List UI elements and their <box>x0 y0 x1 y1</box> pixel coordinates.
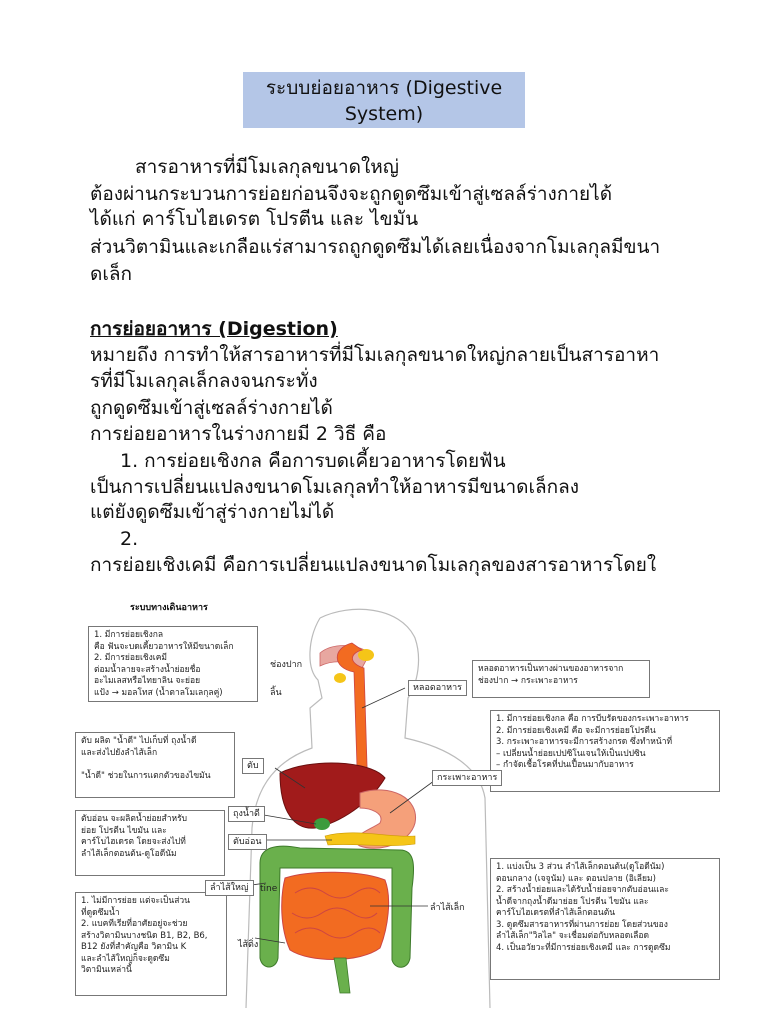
page-title <box>243 72 525 128</box>
label-intestine-en: tine <box>260 884 278 894</box>
diagram-title: ระบบทางเดินอาหาร <box>130 603 208 613</box>
digestion-line-7: แต่ยังดูดซึมเข้าสู่ร่างกายไม่ได้ <box>90 501 335 523</box>
esophagus-info-box: หลอดอาหารเป็นทางผ่านของอาหารจาก ช่องปาก → กระเพาะอาหาร <box>472 660 650 698</box>
stomach-info-box: 1. มีการย่อยเชิงกล คือ การบีบรัดของกระเพาะอาหาร 2. มีการย่อยเชิงเคมี คือ จะมีการย่อยโปรตีน 3. กระเพาะอาหารจะมีการสร้างกรด ซึ่งทำหน้าที่ – เปลี่ยนน้ำย่อยเปปซิโนเจนให้เป็นเปปซิน – กำจัดเชื้อโรคที่ปนเปื้อนมากับอาหาร <box>490 710 720 792</box>
digestion-line-3: ถูกดูดซึมเข้าสู่เซลล์ร่างกายได้ <box>90 397 333 419</box>
label-gallbladder: ถุงน้ำดี <box>228 806 265 822</box>
digestion-line-8: 2. <box>120 528 139 550</box>
label-appendix: ไส้ติ่ง <box>238 940 259 950</box>
pancreas-info-box: ตับอ่อน จะผลิตน้ำย่อยสำหรับ ย่อย โปรตีน ไขมัน และ คาร์โบไฮเดรต โดยจะส่งไปที่ ลำไส้เล็กตอนต้น-ดูโอดีนัม <box>75 810 225 876</box>
label-tongue: ลิ้น <box>270 688 282 698</box>
label-liver: ตับ <box>242 758 264 774</box>
intro-line-2: ต้องผ่านกระบวนการย่อยก่อนจึงจะถูกดูดซึมเข้าสู่เซลล์ร่างกายได้ <box>90 183 613 205</box>
label-large-intestine: ลำไส้ใหญ่ <box>205 880 254 896</box>
label-pancreas: ตับอ่อน <box>228 834 267 850</box>
intro-line-1: สารอาหารที่มีโมเลกุลขนาดใหญ่ <box>135 156 399 178</box>
digestive-system-diagram <box>70 598 730 1008</box>
leader-line-esophagus <box>362 688 405 708</box>
intro-line-3: ได้แก่ คาร์โบไฮเดรต โปรตีน และ ไขมัน <box>90 208 419 230</box>
label-stomach: กระเพาะอาหาร <box>432 770 502 786</box>
label-mouth: ช่องปาก <box>270 660 303 670</box>
label-esophagus: หลอดอาหาร <box>408 680 467 696</box>
digestion-line-4: การย่อยอาหารในร่างกายมี 2 วิธี คือ <box>90 423 387 445</box>
intro-line-4: ส่วนวิตามินและเกลือแร่สามารถถูกดูดซึมได้เลยเนื่องจากโมเลกุลมีขนา <box>90 236 661 258</box>
digestion-line-6: เป็นการเปลี่ยนแปลงขนาดโมเลกุลทำให้อาหารมีขนาดเล็กลง <box>90 476 580 498</box>
digestion-line-5: 1. การย่อยเชิงกล คือการบดเคี้ยวอาหารโดยฟัน <box>120 450 506 472</box>
small-intestine-info-box: 1. แบ่งเป็น 3 ส่วน ลำไส้เล็กตอนต้น(ดูโอดีนัม) ตอนกลาง (เจจูนัม) และ ตอนปลาย (อิเลียม) 2. สร้างน้ำย่อยและได้รับน้ำย่อยจากตับอ่อนและ น้ำดีจากถุงน้ำดีมาย่อย โปรตีน ไขมัน และ คาร์โบไฮเดรตที่ลำไส้เล็กตอนต้น 3. ดูดซึมสารอาหารที่ผ่านการย่อย โดยส่วนของ ลำไส้เล็ก"วิลไล" จะเชื่อมต่อกับหลอดเลือด 4. เป็นอวัยวะที่มีการย่อยเชิงเคมี และ การดูดซึม <box>490 858 720 980</box>
digestion-line-1: หมายถึง การทำให้สารอาหารที่มีโมเลกุลขนาดใหญ่กลายเป็นสารอาหา <box>90 344 660 366</box>
label-small-intestine: ลำไส้เล็ก <box>430 903 465 913</box>
liver-info-box: ตับ ผลิต "น้ำดี" ไปเก็บที่ ถุงน้ำดี และส่งไปยังลำไส้เล็ก "น้ำดี" ช่วยในการแตกตัวของไขมัน <box>75 732 235 798</box>
digestion-line-9: การย่อยเชิงเคมี คือการเปลี่ยนแปลงขนาดโมเลกุลของสารอาหารโดยใ <box>90 554 657 576</box>
title-line-1: ระบบย่อยอาหาร (Digestive <box>265 77 503 99</box>
rectum-shape <box>334 958 350 993</box>
digestion-heading: การย่อยอาหาร (Digestion) <box>90 318 338 340</box>
intro-line-5: ดเล็ก <box>90 263 132 285</box>
gallbladder-shape <box>314 818 330 830</box>
digestion-line-2: รที่มีโมเลกุลเล็กลงจนกระทั่ง <box>90 370 318 392</box>
mouth-info-box: 1. มีการย่อยเชิงกล คือ ฟันจะบดเคี้ยวอาหารให้มีขนาดเล็ก 2. มีการย่อยเชิงเคมี ต่อมน้ำลายจะสร้างน้ำย่อยชื่อ อะไมเลสหรือไทยาลิน จะย่อย แป้ง → มอลโทส (น้ำตาลโมเลกุลคู่) <box>88 626 258 702</box>
title-line-2: System) <box>344 103 424 125</box>
salivary-gland-2 <box>334 673 346 683</box>
large-intestine-info-box: 1. ไม่มีการย่อย แต่จะเป็นส่วน ที่ดูดซึมน้ำ 2. แบคทีเรียที่อาศัยอยู่จะช่วย สร้างวิตามินบางชนิด B1, B2, B6, B12 ยังที่สำคัญคือ วิตามิน K และลำไส้ใหญ่ก็จะดูดซึม วิตามินเหล่านี้ <box>75 892 227 996</box>
